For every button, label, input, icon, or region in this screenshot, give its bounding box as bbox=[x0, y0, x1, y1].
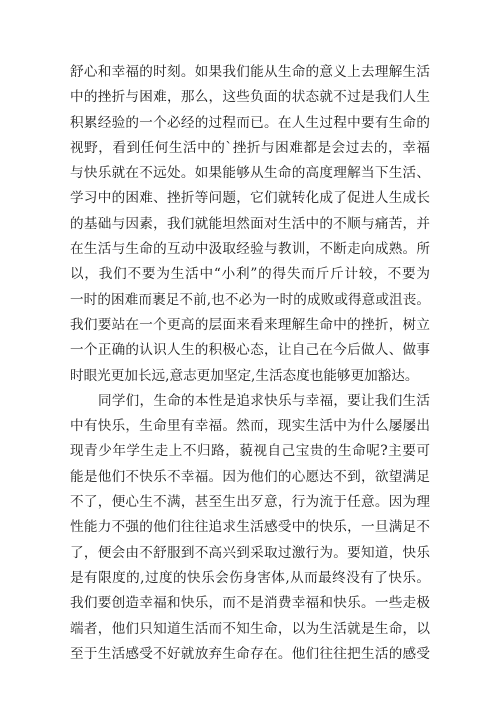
text-line: 现青少年学生走上不归路，藐视自己宝贵的生命呢?主要可 bbox=[70, 443, 430, 460]
text-line: 是有限度的,过度的快乐会伤身害体,从而最终没有了快乐。 bbox=[70, 569, 430, 586]
text-line: 视野，看到任何生活中的`挫折与困难都是会过去的，幸福 bbox=[70, 139, 430, 156]
text-line: 以，我们不要为生活中“小利”的得失而斤斤计较，不要为 bbox=[70, 266, 430, 283]
text-line: 我们要站在一个更高的层面来看来理解生命中的挫折，树立 bbox=[70, 316, 430, 333]
body-text bbox=[70, 60, 430, 667]
text-line: 性能力不强的他们往往追求生活感受中的快乐，一旦满足不 bbox=[70, 519, 430, 536]
text-line: 舒心和幸福的时刻。如果我们能从生命的意义上去理解生活 bbox=[70, 64, 430, 80]
text-line: 了，便会由不舒服到不高兴到采取过激行为。要知道，快乐 bbox=[70, 544, 430, 561]
text-line: 我们要创造幸福和快乐，而不是消费幸福和快乐。一些走极 bbox=[70, 595, 430, 612]
text-line: 学习中的困难、挫折等问题，它们就转化成了促进人生成长 bbox=[70, 190, 430, 207]
text-line: 积累经验的一个必经的过程而已。在人生过程中要有生命的 bbox=[70, 114, 430, 131]
text-line: 时眼光更加长远,意志更加坚定,生活态度也能够更加豁达。 bbox=[70, 367, 419, 384]
text-line: 在生活与生命的互动中汲取经验与教训，不断走向成熟。所 bbox=[70, 241, 430, 258]
text-line: 同学们，生命的本性是追求快乐与幸福，要让我们生活 bbox=[98, 392, 430, 409]
text-line: 的基础与因素，我们就能坦然面对生活中的不顺与痛苦，并 bbox=[70, 215, 430, 232]
text-line: 至于生活感受不好就放弃生命存在。他们往往把生活的感受 bbox=[70, 645, 430, 662]
text-line: 能是他们不快乐不幸福。因为他们的心愿达不到，欲望满足 bbox=[70, 468, 430, 485]
text-line: 与快乐就在不远处。如果能够从生命的高度理解当下生活、 bbox=[70, 165, 430, 182]
text-line: 一时的困难而裹足不前,也不必为一时的成败或得意或沮丧。 bbox=[70, 291, 430, 308]
text-line: 一个正确的认识人生的积极心态，让自己在今后做人、做事 bbox=[70, 342, 430, 359]
text-line: 中有快乐，生命里有幸福。然而，现实生活中为什么屡屡出 bbox=[70, 418, 430, 435]
text-line: 中的挫折与困难，那么，这些负面的状态就不过是我们人生 bbox=[70, 89, 430, 106]
text-line: 不了，便心生不满，甚至生出歹意，行为流于任意。因为理 bbox=[70, 494, 430, 511]
paragraph-2 bbox=[70, 389, 430, 667]
text-line: 端者，他们只知道生活而不知生命，以为生活就是生命，以 bbox=[70, 620, 430, 637]
paragraph-1 bbox=[70, 60, 430, 389]
